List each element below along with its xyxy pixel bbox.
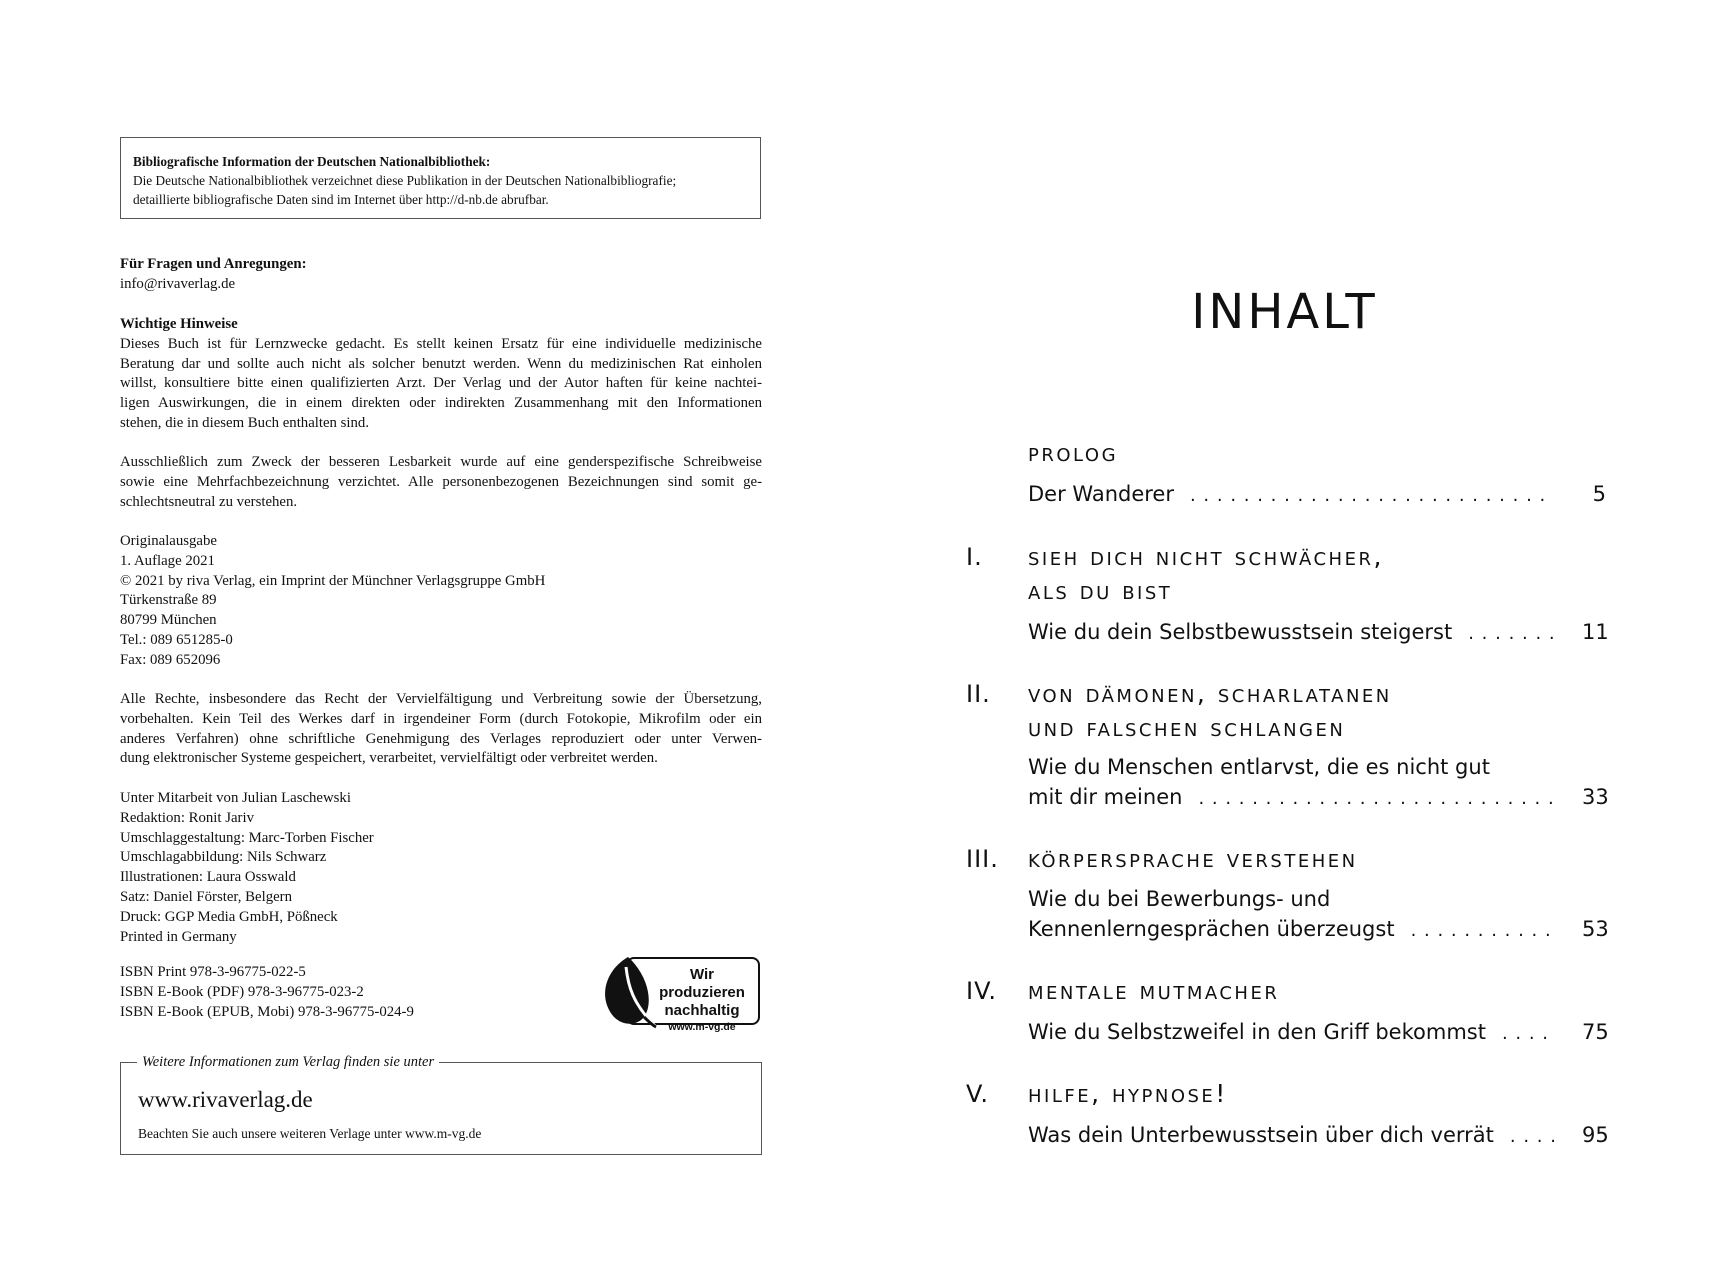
toc-entry-row [1028,479,1606,511]
toc-page-number: 33 [1582,785,1609,809]
toc-page [856,0,1713,1270]
badge-url: www.m-vg.de [668,1021,736,1033]
rights-line: Alle Rechte, insbesondere das Recht der Vervielfältigung und Verbreitung sowie der Übersetzung, [120,691,762,707]
info-note: Beachten Sie auch unsere weiteren Verlage unter www.m-vg.de [138,1126,482,1141]
rights-block [120,690,762,769]
toc-entry-row [1028,884,1609,946]
toc-page-number: 75 [1582,1020,1609,1044]
gender-note-line: schlechtsneutral zu verstehen. [120,493,298,510]
bib-text-line: Die Deutsche Nationalbibliothek verzeichnet diese Publikation in der Deutschen Nationalbibliografie; [133,173,677,188]
toc-page-number: 5 [1592,482,1606,506]
toc-entry-heading [1028,540,1588,608]
badge-line: Wir produzieren [659,966,745,1001]
toc-chapter-number: V. [966,1080,989,1108]
toc-entry-subtitle: Wie du Selbstzweifel in den Griff bekommst [1028,1020,1486,1044]
toc-entry-subtitle: Was dein Unterbewusstsein über dich verrät [1028,1123,1494,1147]
toc-leader-dots [1190,481,1554,511]
credit-line: Redaktion: Ronit Jariv [120,809,254,826]
toc-entry-row [1028,1017,1609,1049]
toc-title: INHALT [1191,284,1378,340]
toc-heading-line: und falschen schlangen [1028,713,1346,742]
publisher-url: www.rivaverlag.de [138,1087,313,1112]
toc-entry-subtitle: Wie du Menschen entlarvst, die es nicht gut [1028,755,1490,779]
toc-entry-row [1028,752,1609,814]
toc-chapter-number: IV. [966,977,998,1005]
badge-line: nachhaltig [664,1002,740,1019]
isbn-block [120,963,414,1022]
publisher-info-box [120,1054,762,1155]
publisher-line: 80799 München [120,612,217,629]
toc-heading-line: von dämonen, scharlatanen [1028,679,1392,708]
toc-chapter-number: II. [966,680,991,708]
toc-page-number: 53 [1582,917,1609,941]
rights-line: anderes Verfahren) ohne schriftliche Genehmigung des Verlages reproduziert oder unter Verwen- [120,730,762,747]
rights-line: vorbehalten. Kein Teil des Werkes darf in irgendeiner Form (durch Fotokopie, Mikrofilm oder ein [120,710,762,727]
publisher-line: 1. Auflage 2021 [120,552,215,569]
credit-line: Unter Mitarbeit von Julian Laschewski [120,790,351,806]
toc-leader-dots [1502,1019,1554,1049]
toc-entry-heading [1028,677,1588,745]
credit-line: Illustrationen: Laura Osswald [120,869,296,886]
credit-line: Printed in Germany [120,928,237,945]
toc-entry-subtitle: Der Wanderer [1028,482,1174,506]
contact-block [120,255,762,295]
bib-text-line: detaillierte bibliografische Daten sind im Internet über http://d-nb.de abrufbar. [133,192,549,207]
notes-line: Beratung dar und sollte auch nicht als solcher benutzt werden. Wenn du medizinischen Rat einholen [120,355,762,372]
gender-note-line: Ausschließlich zum Zweck der besseren Lesbarkeit wurde auf eine genderspezifische Schreibweise [120,454,762,470]
sustainability-badge [598,955,762,1033]
toc-leader-dots [1510,1122,1554,1152]
info-legend: Weitere Informationen zum Verlag finden sie unter [137,1052,439,1072]
toc-entry-row [1028,1120,1609,1152]
toc-leader-dots [1411,916,1554,946]
toc-entry-subtitle: mit dir meinen [1028,785,1183,809]
notes-line: Dieses Buch ist für Lernzwecke gedacht. Es stellt keinen Ersatz für eine individuelle medizinische [120,335,762,352]
toc-entry-subtitle: Kennenlerngesprächen überzeugst [1028,917,1395,941]
isbn-line: ISBN Print 978-3-96775-022-5 [120,964,306,980]
notes-line: ligen Auswirkungen, die in einem direkten oder indirekten Zusammenhang mit den Informationen [120,395,762,412]
toc-entry-heading [1028,974,1588,1008]
gender-note-line: sowie eine Mehrfachbezeichnung verzichtet. Alle personenbezogenen Bezeichnungen sind somit ge- [120,473,762,490]
rights-line: dung elektronischer Systeme gespeichert, verarbeitet, vervielfältigt oder verbreitet werden. [120,750,658,767]
bibliographic-info-box [120,137,761,219]
isbn-line: ISBN E-Book (PDF) 978-3-96775-023-2 [120,983,364,1000]
toc-heading-line: mentale mutmacher [1028,976,1280,1005]
publisher-line: Türkenstraße 89 [120,592,217,609]
publisher-block [120,532,762,671]
notes-block [120,315,762,434]
gender-note-block [120,453,762,512]
toc-page-number: 95 [1582,1123,1609,1147]
toc-heading-line: sieh dich nicht schwächer, [1028,542,1384,571]
toc-chapter-number: I. [966,543,983,571]
toc-page-number: 11 [1582,620,1609,644]
toc-leader-dots [1468,619,1554,649]
toc-heading-line: prolog [1028,438,1119,467]
publisher-line: Tel.: 089 651285-0 [120,631,233,648]
contact-email: info@rivaverlag.de [120,275,236,292]
toc-heading-line: hilfe, hypnose! [1028,1079,1228,1108]
credit-line: Druck: GGP Media GmbH, Pößneck [120,908,338,925]
publisher-line: Originalausgabe [120,533,217,549]
toc-heading-line: als du bist [1028,576,1173,605]
toc-heading-line: körpersprache verstehen [1028,844,1358,873]
toc-entry-subtitle: Wie du dein Selbstbewusstsein steigerst [1028,620,1453,644]
credit-line: Satz: Daniel Förster, Belgern [120,888,292,905]
notes-line: stehen, die in diesem Buch enthalten sind. [120,414,370,431]
notes-line: willst, konsultiere bitte einen qualifizierten Arzt. Der Verlag und der Autor haften für keine nachtei- [120,375,762,392]
notes-label: Wichtige Hinweise [120,316,238,332]
credit-line: Umschlaggestaltung: Marc-Torben Fischer [120,829,374,846]
publisher-line: Fax: 089 652096 [120,651,221,668]
toc-leader-dots [1198,784,1554,814]
contact-label: Für Fragen und Anregungen: [120,256,307,272]
bib-title: Bibliografische Information der Deutschen Nationalbibliothek: [133,154,491,169]
imprint-page [0,0,856,1270]
leaf-icon [598,955,660,1029]
toc-entry-heading [1028,842,1588,876]
publisher-line: © 2021 by riva Verlag, ein Imprint der Münchner Verlagsgruppe GmbH [120,572,546,589]
toc-entry-row [1028,617,1609,649]
toc-entry-subtitle: Wie du bei Bewerbungs- und [1028,887,1331,911]
isbn-line: ISBN E-Book (EPUB, Mobi) 978-3-96775-024-9 [120,1003,414,1020]
toc-chapter-number: III. [966,845,999,873]
credit-line: Umschlagabbildung: Nils Schwarz [120,849,327,866]
toc-entry-heading [1028,436,1588,470]
credits-block [120,789,762,947]
toc-entry-heading [1028,1077,1588,1111]
